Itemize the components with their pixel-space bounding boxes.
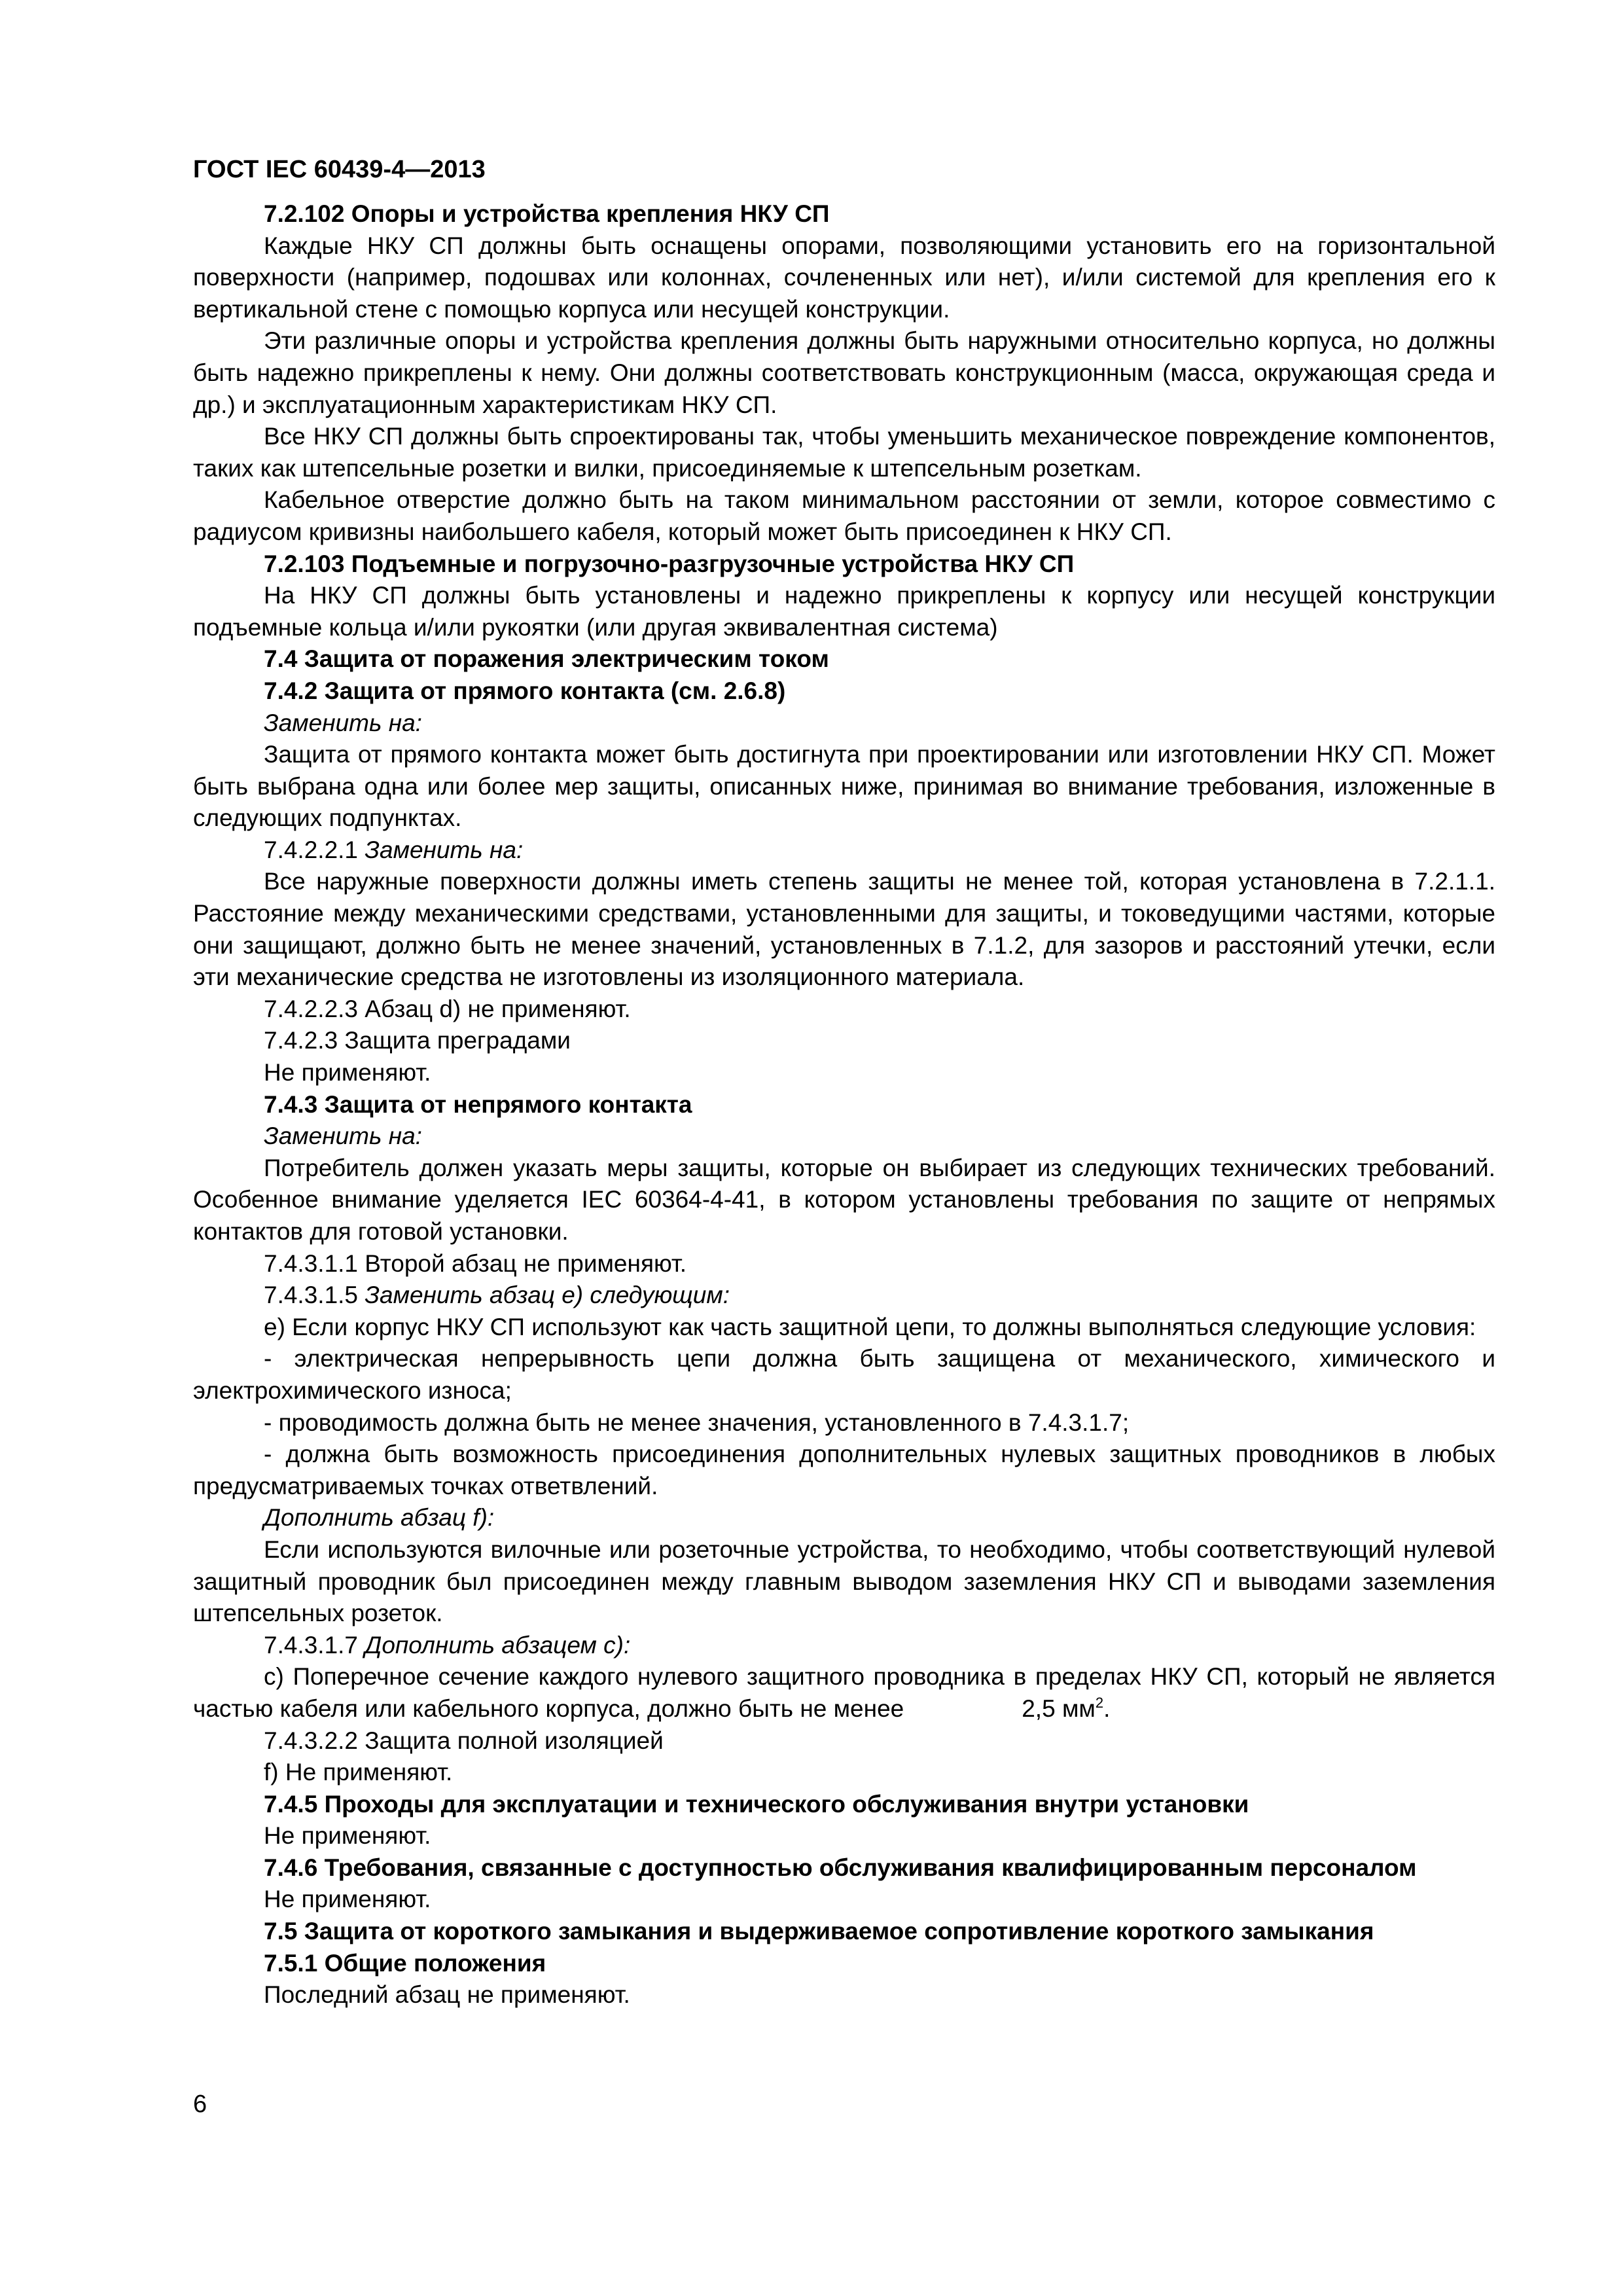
paragraph: Последний абзац не применяют.	[264, 1981, 630, 2009]
list-item: - должна быть возможность присоединения дополнительных нулевых защитных проводников в любых предусматриваемых точках ответвлений.	[193, 1441, 1495, 1499]
replace-label: Заменить на:	[264, 709, 422, 736]
clause-line: 7.4.2.3 Защита преградами	[264, 1027, 571, 1054]
clause-line: 7.4.2.2.3 Абзац d) не применяют.	[264, 995, 631, 1022]
clause-line	[193, 1280, 1495, 1312]
clause-label: Заменить на:	[365, 836, 524, 863]
cross-section-value: 2,5 мм	[1022, 1695, 1096, 1722]
section-heading: 7.4 Защита от поражения электрическим током	[264, 645, 829, 673]
clause-line	[193, 1630, 1495, 1662]
section-heading: 7.4.2 Защита от прямого контакта (см. 2.6.8)	[264, 677, 786, 704]
clause-label: Дополнить абзацем c):	[365, 1631, 631, 1659]
supplement-label: Дополнить абзац f):	[264, 1504, 495, 1532]
paragraph: Не применяют.	[264, 1822, 431, 1850]
list-item: - проводимость должна быть не менее значения, установленного в 7.4.3.1.7;	[264, 1408, 1130, 1436]
paragraph: c) Поперечное сечение каждого нулевого защитного проводника в пределах НКУ СП, который не является частью кабеля или кабельного корпуса, должно быть не менее 2,5 $мм^2$.	[193, 1663, 1495, 1722]
paragraph: Все наружные поверхности должны иметь степень защиты не менее той, которая установлена в 7.2.1.1. Расстояние между механическими средствами, установленными для защиты, и токоведущими частями, которые они защищают, должно быть не менее значений, установленных в 7.1.2, для зазоров и расстояний утечки, если эти механические средства не изготовлены из изоляционного материала.	[193, 868, 1495, 991]
list-item: - электрическая непрерывность цепи должна быть защищена от механического, химического и электрохимического износа;	[193, 1345, 1495, 1404]
section-heading: 7.2.102 Опоры и устройства крепления НКУ СП	[264, 200, 830, 227]
section-heading: 7.4.5 Проходы для эксплуатации и технического обслуживания внутри установки	[264, 1790, 1249, 1818]
clause-line: 7.4.3.2.2 Защита полной изоляцией	[264, 1727, 664, 1754]
paragraph: Каждые НКУ СП должны быть оснащены опорами, позволяющими установить его на горизонтальной поверхности (например, подошвах или колоннах, сочлененных или нет), и/или системой для крепления его к вертикальной стене с помощью корпуса или несущей конструкции.	[193, 232, 1495, 323]
clause-number: 7.4.3.1.5	[264, 1282, 359, 1309]
clause-line	[193, 834, 1495, 867]
paragraph: Если используются вилочные или розеточные устройства, то необходимо, чтобы соответствующий нулевой защитный проводник был присоединен между главным выводом заземления НКУ СП и выводами заземления штепсельных розеток.	[193, 1535, 1495, 1627]
section-heading: 7.4.6 Требования, связанные с доступностью обслуживания квалифицированным персоналом	[264, 1854, 1417, 1881]
paragraph: Не применяют.	[264, 1886, 431, 1913]
paragraph: Защита от прямого контакта может быть достигнута при проектировании или изготовлении НКУ СП. Может быть выбрана одна или более мер защиты, описанных ниже, принимая во внимание требования, изложенные в следующих подпунктах.	[193, 741, 1495, 832]
section-heading: 7.4.3 Защита от непрямого контакта	[264, 1090, 692, 1118]
clause-line: 7.4.3.1.1 Второй абзац не применяют.	[264, 1249, 687, 1277]
section-heading: 7.5 Защита от короткого замыкания и выдерживаемое сопротивление короткого замыкания	[264, 1918, 1374, 1945]
replace-label: Заменить на:	[264, 1122, 422, 1150]
standard-code: ГОСТ IEC 60439-4—2013	[193, 156, 486, 183]
document-body	[193, 198, 1495, 2011]
paragraph: Кабельное отверстие должно быть на таком минимальном расстоянии от земли, которое совместимо с радиусом кривизны наибольшего кабеля, который может быть присоединен к НКУ СП.	[193, 486, 1495, 545]
paragraph: Не применяют.	[264, 1059, 431, 1086]
paragraph: Эти различные опоры и устройства крепления должны быть наружными относительно корпуса, но должны быть надежно прикреплены к нему. Они должны соответствовать конструкционным (масса, окружающая среда и др.) и эксплуатационным характеристикам НКУ СП.	[193, 327, 1495, 418]
section-heading: 7.2.103 Подъемные и погрузочно-разгрузочные устройства НКУ СП	[264, 550, 1075, 577]
paragraph: f) Не применяют.	[264, 1759, 453, 1786]
paragraph: Потребитель должен указать меры защиты, которые он выбирает из следующих технических требований. Особенное внимание уделяется IEC 60364-4-41, в котором установлены требования по защите от непрямых контактов для готовой установки.	[193, 1154, 1495, 1245]
clause-label: Заменить абзац e) следующим:	[365, 1282, 730, 1309]
clause-number: 7.4.2.2.1	[264, 836, 359, 863]
paragraph: На НКУ СП должны быть установлены и надежно прикреплены к корпусу или несущей конструкции подъемные кольца и/или рукоятки (или другая эквивалентная система)	[193, 582, 1495, 641]
unit-superscript: 2	[1095, 1694, 1104, 1711]
clause-number: 7.4.3.1.7	[264, 1631, 359, 1659]
paragraph: Все НКУ СП должны быть спроектированы так, чтобы уменьшить механическое повреждение компонентов, таких как штепсельные розетки и вилки, присоединяемые к штепсельным розеткам.	[193, 423, 1495, 482]
paragraph: e) Если корпус НКУ СП используют как часть защитной цепи, то должны выполняться следующие условия:	[264, 1313, 1476, 1340]
page-number: 6	[193, 2090, 207, 2118]
section-heading: 7.5.1 Общие положения	[264, 1949, 546, 1977]
